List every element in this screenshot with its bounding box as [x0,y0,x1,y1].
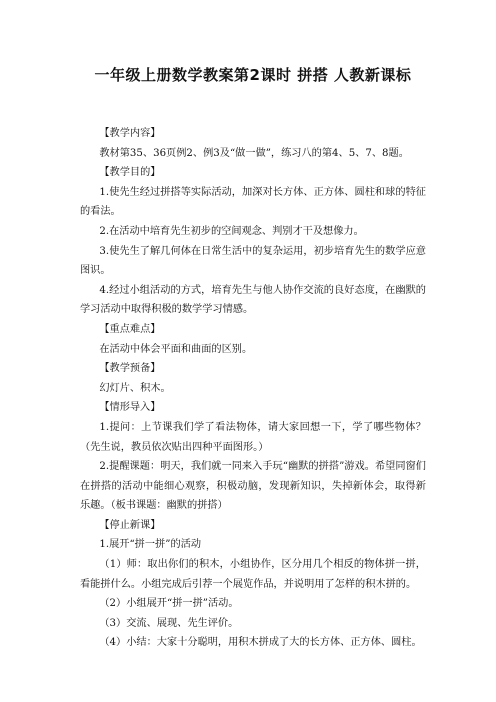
paragraph: 1.提问：上节课我们学了看法物体，请大家回想一下，学了哪些物体？（先生说，教员依次贴出四种平面图形。） [80,421,426,453]
paragraph: （3）交流、展现、先生评价。 [99,617,239,629]
paragraph: （1）师：取出你们的积木，小组协作，区分用几个相反的物体拼一拼，看能拼什么。小组完成后引荐一个展览作品，并说明用了怎样的积木拼的。 [80,559,426,590]
section-heading-key-points: 【重点难点】 [99,323,161,335]
paragraph: 幻灯片、积木。 [99,382,171,394]
paragraph: 4.经过小组活动的方式，培育先生与他人协作交流的良好态度，在幽默的学习活动中取得积极的数学学习情感。 [80,284,426,316]
section-heading-new-lesson: 【停止新课】 [99,519,161,531]
paragraph: 教材第35、36页例2、例3及“做一做”，练习八的第4、5、7、8题。 [99,147,409,159]
document-body [80,124,426,653]
section-heading-objectives: 【教学目的】 [99,167,161,179]
section-heading-preparation: 【教学预备】 [99,363,161,375]
paragraph: 1.使先生经过拼搭等实际活动，加深对长方体、正方体、圆柱和球的特征的看法。 [80,186,426,218]
paragraph: 在活动中体会平面和曲面的区别。 [99,343,253,355]
document-title: 一年级上册数学教案第2课时 拼搭 人教新课标 [94,66,412,84]
paragraph: 2.在活动中培育先生初步的空间观念、判别才干及想像力。 [99,225,364,237]
paragraph: （2）小组展开“拼一拼”活动。 [99,598,239,610]
section-heading-introduction: 【情形导入】 [99,402,161,414]
paragraph: 2.提醒课题：明天，我们就一同来入手玩“幽默的拼搭”游戏。希望同窗们在拼搭的活动中能细心观察，积极动脑，发现新知识，失掉新体会，取得新乐趣。（板书课题：幽默的拼搭） [80,461,426,512]
paragraph: 1.展开“拼一拼”的活动 [99,539,202,551]
section-heading-content: 【教学内容】 [99,128,161,139]
paragraph: （4）小结：大家十分聪明，用积木拼成了大的长方体、正方体、圆柱。 [99,637,422,649]
paragraph: 3.使先生了解几何体在日常生活中的复杂运用，初步培育先生的数学应意图识。 [80,245,426,277]
